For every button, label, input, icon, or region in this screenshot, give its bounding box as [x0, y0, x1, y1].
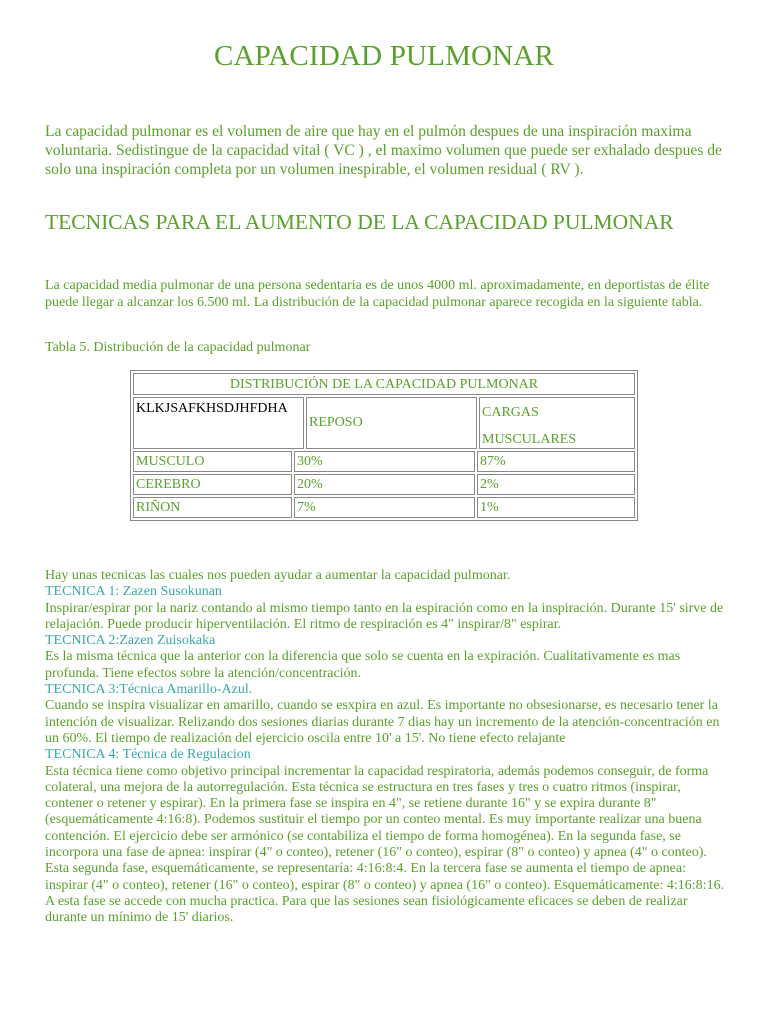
table-col1-header: KLKJSAFKHSDJHFDHA	[133, 397, 304, 449]
intro-paragraph: La capacidad pulmonar es el volumen de aire que hay en el pulmón despues de una inspiración maxima voluntaria. Sedistingue de la capacidad vital ( VC ) , el maximo volumen que puede ser exhalado despues de solo una inspiración completa por un volumen inespirable, el volumen residual ( RV ).	[45, 123, 722, 178]
table-caption: Tabla 5. Distribución de la capacidad pulmonar	[45, 340, 311, 355]
technique-title: TECNICA 4: Técnica de Regulacion	[45, 747, 251, 763]
row-reposo: 20%	[294, 474, 475, 495]
row-cargas: 2%	[477, 474, 635, 495]
table-row	[133, 497, 635, 518]
row-cargas: 1%	[477, 497, 635, 518]
row-label: CEREBRO	[133, 474, 292, 495]
section-heading: TECNICAS PARA EL AUMENTO DE LA CAPACIDAD PULMONAR	[45, 210, 674, 234]
capacity-table	[130, 370, 638, 521]
row-reposo: 30%	[294, 451, 475, 472]
table-row	[133, 474, 635, 495]
table-subheader-row	[133, 397, 635, 449]
techniques-section	[45, 568, 725, 927]
row-reposo: 7%	[294, 497, 475, 518]
reposo-label: REPOSO	[309, 415, 363, 430]
table-col3-header: CARGAS MUSCULARES	[479, 397, 635, 449]
table-header: DISTRIBUCIÓN DE LA CAPACIDAD PULMONAR	[133, 373, 635, 395]
page-title: CAPACIDAD PULMONAR	[213, 40, 555, 72]
technique-title: TECNICA 3:Técnica Amarillo-Azul.	[45, 682, 253, 698]
technique-text: Inspirar/espirar por la nariz contando al mismo tiempo tanto en la espiración como en la inspiración. Durante 15' sirve de relajación. Puede producir hiperventilación. El ritmo de respiración es 4" inspirar/8" espirar.	[45, 600, 724, 632]
row-label: RIÑON	[133, 497, 292, 518]
technique-title: TECNICA 1: Zazen Susokunan	[45, 584, 222, 600]
table-row	[133, 451, 635, 472]
technique-text: Cuando se inspira visualizar en amarillo, cuando se esxpira en azul. Es importante no obsesionarse, es necesario tener la intención de visualizar. Relizando dos sesiones diarias durante 7 dias hay un incremento de la atención-concentración en un 60%. El tiempo de realización del ejercicio oscila entre 10' a 15'. No tiene efecto relajante	[45, 698, 720, 746]
technique-text: Es la misma técnica que la anterior con la diferencia que solo se cuenta en la expiración. Cualitativamente es mas profunda. Tiene efectos sobre la atención/concentración.	[45, 649, 681, 681]
row-label: MUSCULO	[133, 451, 292, 472]
capacity-paragraph: La capacidad media pulmonar de una persona sedentaria es de unos 4000 ml. aproximadamente, en deportistas de élite puede llegar a alcanzar los 6.500 ml. La distribución de la capacidad pulmonar aparece recogida en la siguiente tabla.	[45, 278, 710, 310]
table-col2-header	[306, 397, 477, 449]
technique-text: Esta técnica tiene como objetivo principal incrementar la capacidad respiratoria, además podemos conseguir, de forma colateral, una mejora de la autorregulación. Esta técnica se estructura en tres fases y tres o cuatro ritmos (inspirar, contener o retener y espirar). En la primera fase se inspira en 4", se retiene durante 16" y se expira durante 8" (esquemáticamente 4:16:8). Podemos sustituir el tiempo por un conteo mental. Es muy importante realizar una buena contención. El ejercicio debe ser armónico (se contabiliza el tiempo de forma homogénea). En la segunda fase, se incorpora una fase de apnea: inspirar (4" o conteo), retener (16" o conteo), espirar (8" o conteo) y apnea (4" o conteo). Esta segunda fase, esquemáticamente, se representaría: 4:16:8:4. En la tercera fase se aumenta el tiempo de apnea: inspirar (4" o conteo), retener (16" o conteo), espirar (8" o conteo) y apnea (16" o conteo). Esquemáticamente: 4:16:8:16. A esta fase se accede con mucha practica. Para que las sesiones sean fisiológicamente eficaces se deben de realizar durante un mínimo de 15' diarios.	[45, 763, 725, 926]
technique-title: TECNICA 2:Zazen Zuisokaka	[45, 633, 216, 649]
row-cargas: 87%	[477, 451, 635, 472]
techniques-lead: Hay unas tecnicas las cuales nos pueden ayudar a aumentar la capacidad pulmonar.	[45, 568, 511, 583]
